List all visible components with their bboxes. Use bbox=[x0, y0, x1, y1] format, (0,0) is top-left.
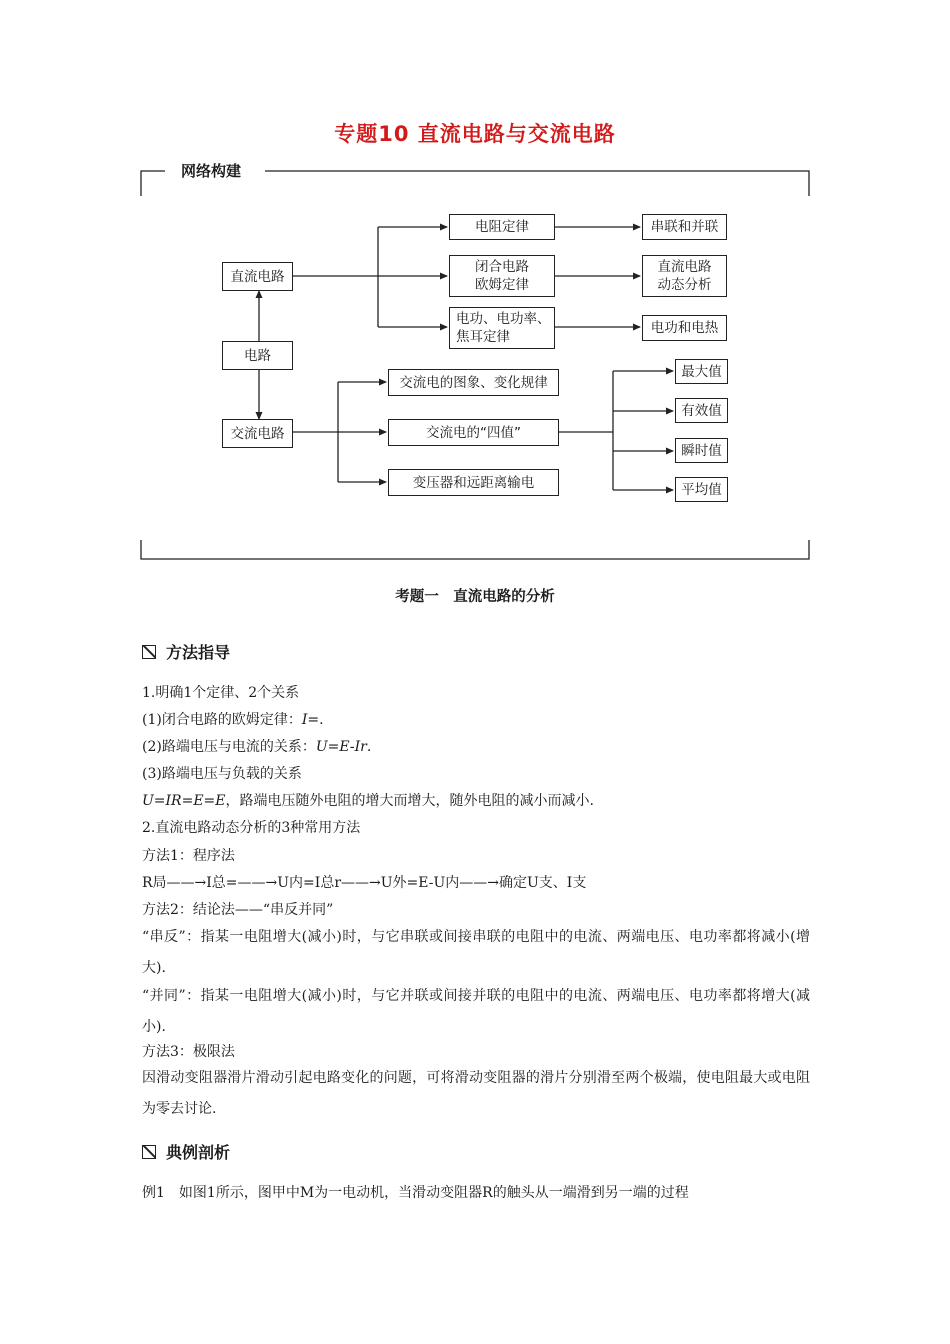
node-max: 最大值 bbox=[675, 359, 728, 384]
node-ac: 交流电路 bbox=[222, 419, 293, 448]
node-closed-ohm bbox=[449, 255, 555, 297]
network-label: 网络构建 bbox=[175, 160, 247, 181]
example-heading-text: 典例剖析 bbox=[166, 1143, 231, 1162]
node-dc-dynamic-line1: 直流电路 bbox=[657, 259, 712, 275]
node-series-parallel: 串联和并联 bbox=[642, 214, 727, 240]
method-line-9: 方法2：结论法——“串反并同” bbox=[142, 902, 334, 918]
method-line-2-pre: (1)闭合电路的欧姆定律： bbox=[142, 712, 302, 728]
method-para-1: “串反”：指某一电阻增大(减小)时，与它串联或间接串联的电阻中的电流、两端电压、电功率都将减小(增大). bbox=[142, 929, 810, 976]
method-para-3: 因滑动变阻器滑片滑动引起电路变化的问题，可将滑动变阻器的滑片分别滑至两个极端，使电阻最大或电阻为零去讨论. bbox=[142, 1070, 810, 1117]
method-heading bbox=[142, 640, 230, 663]
node-four-values: 交流电的“四值” bbox=[388, 419, 559, 446]
node-power-line2: 焦耳定律 bbox=[456, 329, 510, 345]
example-line: 例1 如图1所示，图甲中M为一电动机，当滑动变阻器R的触头从一端滑到另一端的过程 bbox=[142, 1185, 689, 1201]
node-instant: 瞬时值 bbox=[675, 438, 728, 463]
method-line-6: 2.直流电路动态分析的3种常用方法 bbox=[142, 820, 361, 836]
method-line-2 bbox=[142, 710, 810, 730]
example-heading bbox=[142, 1140, 230, 1163]
node-resistance-law: 电阻定律 bbox=[449, 214, 555, 240]
node-circuit: 电路 bbox=[222, 341, 293, 370]
method-line-2-post: =. bbox=[307, 712, 324, 728]
method-line-7: 方法1：程序法 bbox=[142, 848, 235, 864]
node-closed-ohm-line1: 闭合电路 bbox=[475, 259, 529, 275]
node-dc-dynamic-line2: 动态分析 bbox=[657, 277, 712, 293]
node-closed-ohm-line2: 欧姆定律 bbox=[475, 277, 529, 293]
method-line-10: 方法3：极限法 bbox=[142, 1044, 235, 1060]
method-line-3-formula: U=E-Ir bbox=[315, 739, 367, 755]
node-power-joule bbox=[449, 307, 555, 349]
section-square-icon bbox=[142, 645, 156, 659]
node-transformer: 变压器和远距离输电 bbox=[388, 469, 559, 496]
page-title: 专题10 直流电路与交流电路 bbox=[334, 122, 616, 146]
method-line-3-post: . bbox=[366, 739, 372, 755]
node-dc-dynamic bbox=[642, 255, 727, 297]
node-dc: 直流电路 bbox=[222, 262, 293, 291]
node-power-line1: 电功、电功率、 bbox=[456, 311, 551, 327]
method-line-4: (3)路端电压与负载的关系 bbox=[142, 766, 302, 782]
method-line-3 bbox=[142, 737, 810, 757]
node-average: 平均值 bbox=[675, 477, 728, 502]
method-line-2-formula: I bbox=[301, 712, 308, 728]
method-line-1: 1.明确1个定律、2个关系 bbox=[142, 685, 300, 701]
method-heading-text: 方法指导 bbox=[166, 643, 231, 662]
method-line-8-procedure: R局——→I总=——→U内=I总r——→U外=E-U内——→确定U支、I支 bbox=[142, 875, 587, 891]
method-para-2: “并同”：指某一电阻增大(减小)时，与它并联或间接并联的电阻中的电流、两端电压、电功率都将增大(减小). bbox=[142, 988, 810, 1035]
method-line-5-post: ，路端电压随外电阻的增大而增大，随外电阻的减小而减小. bbox=[225, 793, 594, 809]
node-work-heat: 电功和电热 bbox=[642, 315, 727, 341]
method-line-5-formula: U=IR=E=E bbox=[142, 793, 226, 809]
node-ac-graph: 交流电的图象、变化规律 bbox=[388, 369, 559, 396]
node-effective: 有效值 bbox=[675, 398, 728, 423]
method-line-5 bbox=[142, 791, 810, 811]
topic-title: 考题一 直流电路的分析 bbox=[395, 589, 555, 605]
section-square-icon bbox=[142, 1145, 156, 1159]
method-line-3-pre: (2)路端电压与电流的关系： bbox=[142, 739, 316, 755]
